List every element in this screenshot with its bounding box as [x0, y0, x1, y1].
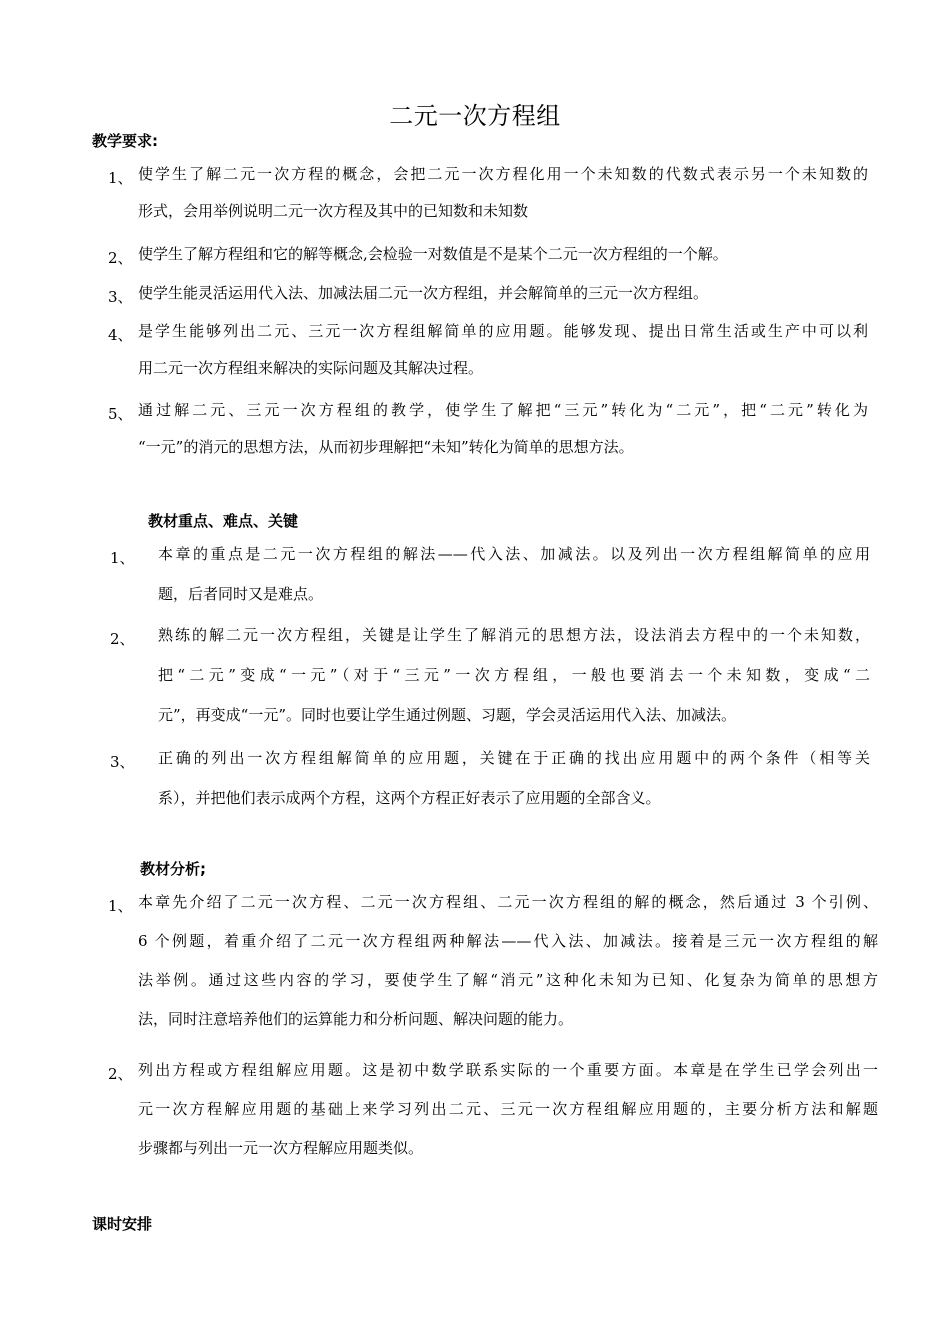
section-heading-schedule: 课时安排 [92, 1215, 153, 1233]
item-text [158, 534, 870, 614]
item-line: 题，后者同时又是难点。 [158, 585, 324, 603]
item-number: 1、 [108, 897, 133, 915]
item-line: 使学生了解方程组和它的解等概念,会检验一对数值是不是某个二元一次方程组的一个解。 [138, 245, 728, 263]
item-text [138, 275, 868, 312]
item-line: 列出方程或方程组解应用题。这是初中数学联系实际的一个重要方面。本章是在学生已学会列出一 [138, 1061, 878, 1079]
item-text [138, 1051, 878, 1168]
item-text [138, 392, 868, 466]
item-text [138, 156, 868, 230]
item-line: 本章先介绍了二元一次方程、二元一次方程组、二元一次方程组的解的概念，然后通过 3 个引例、 [138, 893, 878, 911]
item-text [158, 615, 870, 735]
item-line: 法举例。通过这些内容的学习，要使学生了解“消元”这种化未知为已知、化复杂为简单的思想方 [138, 971, 878, 989]
document-title: 二元一次方程组 [389, 102, 561, 130]
item-line: 元”，再变成“一元”。同时也要让学生通过例题、习题，学会灵活运用代入法、加减法。 [158, 706, 737, 724]
item-line: 正确的列出一次方程组解简单的应用题，关键在于正确的找出应用题中的两个条件（相等关 [158, 749, 870, 767]
item-line: 熟练的解二元一次方程组，关键是让学生了解消元的思想方法，设法消去方程中的一个未知数， [158, 626, 870, 644]
section-heading-material-analysis: 教材分析; [140, 860, 206, 878]
item-number: 1、 [110, 549, 135, 567]
item-number: 2、 [108, 1065, 133, 1083]
item-number: 5、 [108, 405, 133, 423]
item-text [158, 738, 870, 818]
item-line: 元一次方程解应用题的基础上来学习列出二元、三元一次方程组解应用题的，主要分析方法和解题 [138, 1100, 878, 1118]
item-number: 4、 [108, 326, 133, 344]
item-number: 2、 [108, 249, 133, 267]
item-line: 法，同时注意培养他们的运算能力和分析问题、解决问题的能力。 [138, 1010, 574, 1028]
section-heading-key-points: 教材重点、难点、关键 [148, 512, 299, 530]
item-line: “一元”的消元的思想方法，从而初步理解把“未知”转化为简单的思想方法。 [138, 438, 634, 456]
item-number: 1、 [108, 169, 133, 187]
item-number: 3、 [110, 753, 135, 771]
item-line: 本章的重点是二元一次方程组的解法——代入法、加减法。以及列出一次方程组解简单的应用 [158, 545, 870, 563]
item-line: 使学生了解二元一次方程的概念，会把二元一次方程化用一个未知数的代数式表示另一个未知数的 [138, 165, 868, 183]
section-heading-teaching-requirements: 教学要求: [92, 132, 158, 150]
item-text [138, 236, 868, 273]
item-text [138, 313, 868, 387]
item-line: 用二元一次方程组来解决的实际问题及其解决过程。 [138, 359, 484, 377]
item-line: 形式，会用举例说明二元一次方程及其中的已知数和未知数 [138, 202, 529, 220]
item-line: 通过解二元、三元一次方程组的教学，使学生了解把“三元”转化为“二元”，把“二元”转化为 [138, 401, 868, 419]
item-line: 6 个例题，着重介绍了二元一次方程组两种解法——代入法、加减法。接着是三元一次方程组的解 [138, 932, 878, 950]
item-number: 2、 [110, 630, 135, 648]
item-text [138, 883, 878, 1039]
item-line: 使学生能灵活运用代入法、加减法届二元一次方程组，并会解简单的三元一次方程组。 [138, 284, 709, 302]
item-line: 系），并把他们表示成两个方程，这两个方程正好表示了应用题的全部含义。 [158, 789, 661, 807]
item-number: 3、 [108, 288, 133, 306]
item-line: 把“二元”变成“一元”（对于“三元”一次方程组，一般也要消去一个未知数，变成“二 [158, 666, 870, 684]
item-line: 步骤都与列出一元一次方程解应用题类似。 [138, 1139, 424, 1157]
item-line: 是学生能够列出二元、三元一次方程组解简单的应用题。能够发现、提出日常生活或生产中可以利 [138, 322, 868, 340]
